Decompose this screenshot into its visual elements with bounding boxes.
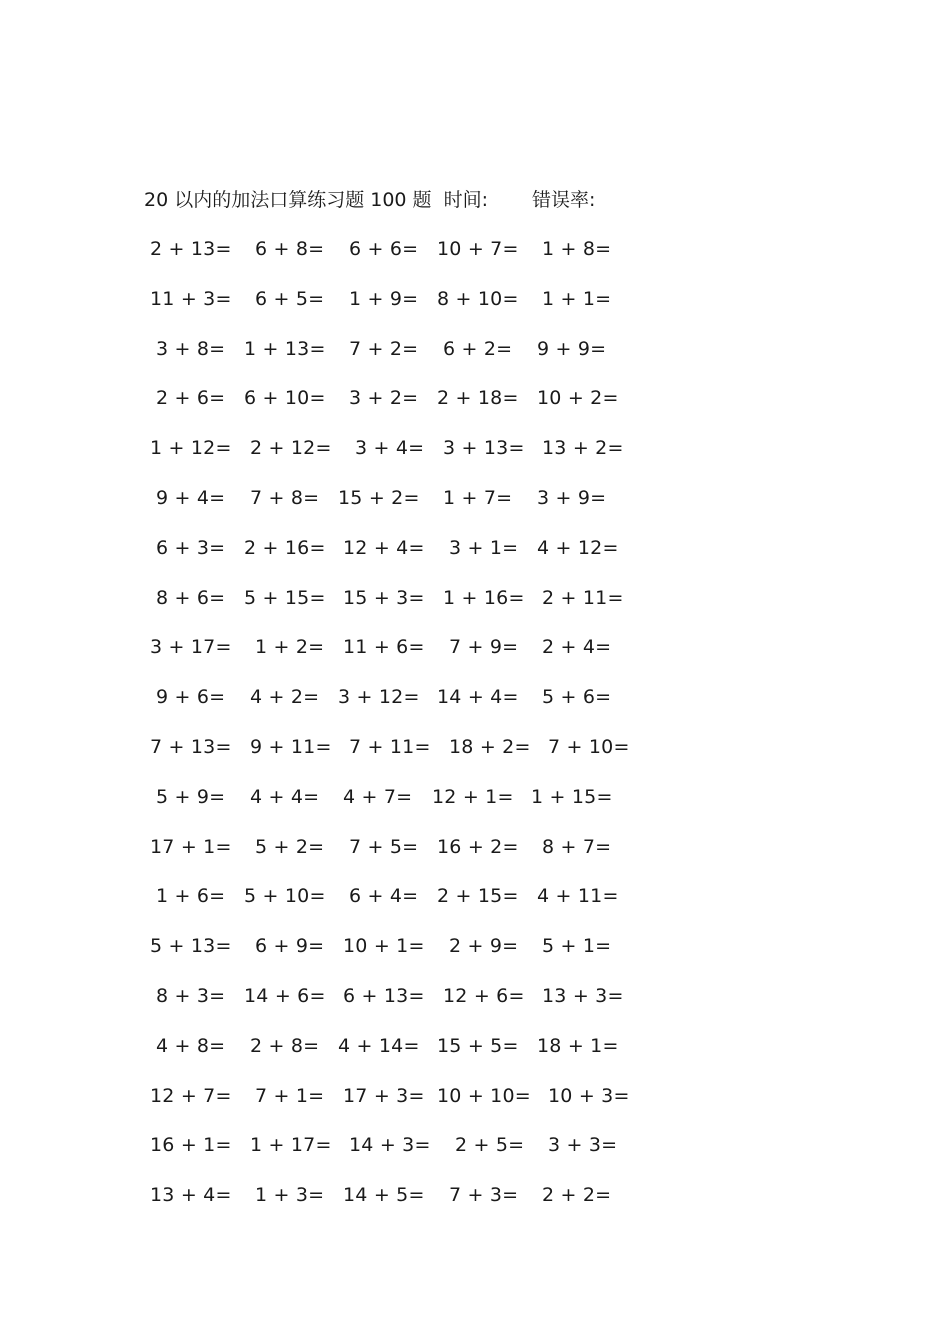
problem-item: 14 + 6= bbox=[244, 985, 326, 1007]
problem-item: 2 + 4= bbox=[542, 636, 612, 659]
problem-row bbox=[0, 1130, 950, 1160]
problem-item: 12 + 6= bbox=[443, 985, 525, 1007]
problem-item: 3 + 4= bbox=[355, 437, 425, 460]
problem-item: 7 + 8= bbox=[250, 487, 320, 509]
problem-item: 17 + 1= bbox=[150, 835, 232, 858]
problem-item: 3 + 2= bbox=[349, 387, 419, 410]
problem-item: 3 + 1= bbox=[449, 536, 519, 559]
problem-item: 2 + 12= bbox=[250, 437, 332, 460]
problem-item: 6 + 9= bbox=[255, 935, 325, 958]
problem-item: 4 + 7= bbox=[343, 785, 413, 808]
problem-item: 3 + 8= bbox=[156, 337, 226, 360]
problem-item: 6 + 6= bbox=[349, 238, 419, 260]
problem-item: 3 + 3= bbox=[548, 1134, 618, 1157]
problem-item: 4 + 2= bbox=[250, 686, 320, 709]
problem-item: 8 + 3= bbox=[156, 985, 226, 1007]
problem-row bbox=[0, 782, 950, 812]
problem-row bbox=[0, 533, 950, 563]
problem-item: 3 + 9= bbox=[537, 487, 607, 509]
problem-item: 2 + 9= bbox=[449, 935, 519, 958]
problem-item: 7 + 5= bbox=[349, 835, 419, 858]
problem-item: 2 + 8= bbox=[250, 1034, 320, 1057]
problem-item: 1 + 12= bbox=[150, 437, 232, 460]
problem-item: 5 + 9= bbox=[156, 785, 226, 808]
problem-item: 12 + 7= bbox=[150, 1084, 232, 1107]
problem-item: 4 + 11= bbox=[537, 885, 619, 908]
problem-item: 7 + 11= bbox=[349, 736, 431, 758]
problem-row bbox=[0, 234, 950, 264]
problem-item: 3 + 12= bbox=[338, 686, 420, 709]
problem-row bbox=[0, 1180, 950, 1210]
problem-item: 8 + 6= bbox=[156, 586, 226, 609]
problem-item: 3 + 13= bbox=[443, 437, 525, 460]
problem-item: 7 + 9= bbox=[449, 636, 519, 659]
problem-item: 10 + 7= bbox=[437, 238, 519, 260]
problem-item: 7 + 10= bbox=[548, 736, 630, 758]
problem-item: 9 + 11= bbox=[250, 736, 332, 758]
problem-item: 16 + 2= bbox=[437, 835, 519, 858]
problem-item: 15 + 3= bbox=[343, 586, 425, 609]
problem-item: 4 + 8= bbox=[156, 1034, 226, 1057]
problem-row bbox=[0, 284, 950, 314]
worksheet-title: 20 以内的加法口算练习题 100 题 bbox=[144, 189, 432, 211]
problem-item: 5 + 15= bbox=[244, 586, 326, 609]
problem-row bbox=[0, 931, 950, 961]
problem-row bbox=[0, 981, 950, 1011]
problem-item: 14 + 5= bbox=[343, 1184, 425, 1207]
problem-item: 12 + 4= bbox=[343, 536, 425, 559]
problem-item: 14 + 4= bbox=[437, 686, 519, 709]
problem-row bbox=[0, 881, 950, 911]
problem-item: 2 + 11= bbox=[542, 586, 624, 609]
problem-item: 2 + 13= bbox=[150, 238, 232, 260]
problem-item: 7 + 13= bbox=[150, 736, 232, 758]
problem-item: 1 + 3= bbox=[255, 1184, 325, 1207]
problem-item: 7 + 3= bbox=[449, 1184, 519, 1207]
problem-item: 5 + 6= bbox=[542, 686, 612, 709]
problem-item: 13 + 3= bbox=[542, 985, 624, 1007]
problem-item: 13 + 4= bbox=[150, 1184, 232, 1207]
problem-item: 10 + 2= bbox=[537, 387, 619, 410]
problem-item: 5 + 13= bbox=[150, 935, 232, 958]
problem-item: 8 + 10= bbox=[437, 287, 519, 310]
problem-item: 6 + 4= bbox=[349, 885, 419, 908]
problem-item: 10 + 1= bbox=[343, 935, 425, 958]
problem-item: 15 + 5= bbox=[437, 1034, 519, 1057]
problem-row bbox=[0, 1031, 950, 1061]
problem-item: 2 + 15= bbox=[437, 885, 519, 908]
problem-item: 1 + 8= bbox=[542, 238, 612, 260]
problem-item: 2 + 6= bbox=[156, 387, 226, 410]
problem-row bbox=[0, 483, 950, 513]
problem-item: 15 + 2= bbox=[338, 487, 420, 509]
problem-item: 18 + 1= bbox=[537, 1034, 619, 1057]
problem-item: 1 + 1= bbox=[542, 287, 612, 310]
problem-item: 1 + 9= bbox=[349, 287, 419, 310]
problem-item: 8 + 7= bbox=[542, 835, 612, 858]
time-label: 时间: bbox=[443, 189, 488, 211]
problem-item: 13 + 2= bbox=[542, 437, 624, 460]
problem-item: 1 + 17= bbox=[250, 1134, 332, 1157]
problem-item: 3 + 17= bbox=[150, 636, 232, 659]
problem-item: 10 + 10= bbox=[437, 1084, 531, 1107]
problem-item: 10 + 3= bbox=[548, 1084, 630, 1107]
problem-item: 9 + 4= bbox=[156, 487, 226, 509]
problem-item: 17 + 3= bbox=[343, 1084, 425, 1107]
problem-row bbox=[0, 682, 950, 712]
problem-item: 1 + 2= bbox=[255, 636, 325, 659]
problem-row bbox=[0, 334, 950, 364]
problem-item: 1 + 15= bbox=[531, 785, 613, 808]
problem-item: 1 + 6= bbox=[156, 885, 226, 908]
error-rate-label: 错误率: bbox=[531, 189, 596, 211]
problem-item: 6 + 2= bbox=[443, 337, 513, 360]
problem-row bbox=[0, 383, 950, 413]
problem-item: 6 + 13= bbox=[343, 985, 425, 1007]
problem-item: 6 + 8= bbox=[255, 238, 325, 260]
problem-row bbox=[0, 1081, 950, 1111]
problem-item: 11 + 6= bbox=[343, 636, 425, 659]
problem-item: 2 + 18= bbox=[437, 387, 519, 410]
problem-item: 5 + 10= bbox=[244, 885, 326, 908]
problem-item: 6 + 5= bbox=[255, 287, 325, 310]
problem-item: 2 + 2= bbox=[542, 1184, 612, 1207]
problem-item: 1 + 16= bbox=[443, 586, 525, 609]
problem-row bbox=[0, 632, 950, 662]
problem-item: 4 + 14= bbox=[338, 1034, 420, 1057]
problem-row bbox=[0, 433, 950, 463]
problem-item: 4 + 12= bbox=[537, 536, 619, 559]
problem-item: 16 + 1= bbox=[150, 1134, 232, 1157]
problem-item: 6 + 10= bbox=[244, 387, 326, 410]
problem-item: 2 + 16= bbox=[244, 536, 326, 559]
problem-row bbox=[0, 832, 950, 862]
problem-item: 5 + 1= bbox=[542, 935, 612, 958]
problem-item: 1 + 13= bbox=[244, 337, 326, 360]
problem-item: 7 + 1= bbox=[255, 1084, 325, 1107]
problem-item: 12 + 1= bbox=[432, 785, 514, 808]
problem-item: 11 + 3= bbox=[150, 287, 232, 310]
problem-item: 9 + 6= bbox=[156, 686, 226, 709]
problem-item: 9 + 9= bbox=[537, 337, 607, 360]
problem-item: 4 + 4= bbox=[250, 785, 320, 808]
problem-item: 14 + 3= bbox=[349, 1134, 431, 1157]
problem-item: 5 + 2= bbox=[255, 835, 325, 858]
problem-item: 2 + 5= bbox=[455, 1134, 525, 1157]
problem-item: 7 + 2= bbox=[349, 337, 419, 360]
problem-item: 18 + 2= bbox=[449, 736, 531, 758]
problem-row bbox=[0, 732, 950, 762]
problem-item: 1 + 7= bbox=[443, 487, 513, 509]
problem-row bbox=[0, 583, 950, 613]
problem-item: 6 + 3= bbox=[156, 536, 226, 559]
